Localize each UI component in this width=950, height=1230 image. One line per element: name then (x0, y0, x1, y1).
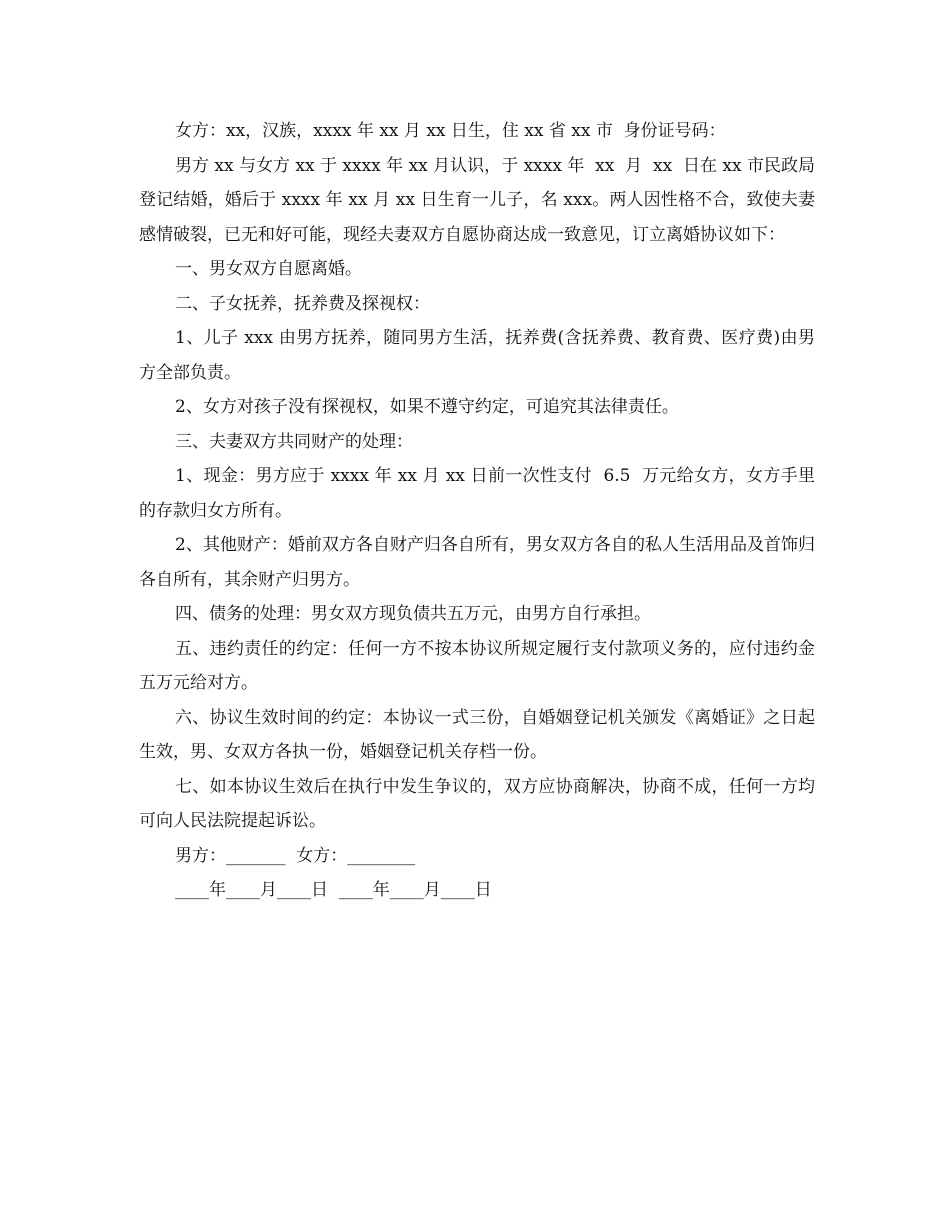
clause-5-breach-liability: 五、违约责任的约定：任何一方不按本协议所规定履行支付款项义务的，应付违约金五万元给对方。 (139, 638, 815, 693)
clause-4-debts: 四、债务的处理：男女双方现负债共五万元，由男方自行承担。 (175, 604, 651, 624)
signature-line: 男方：_______ 女方：________ (175, 845, 416, 866)
paragraph-female-party-info: 女方：xx，汉族，xxxx 年 xx 月 xx 日生，住 xx 省 xx 市 身份证号码： (175, 121, 726, 141)
clause-2-2-visitation: 2、女方对孩子没有探视权，如果不遵守约定，可追究其法律责任。 (175, 397, 679, 417)
clause-7-dispute-resolution: 七、如本协议生效后在执行中发生争议的，双方应协商解决，协商不成，任何一方均可向人民法院提起诉讼。 (139, 776, 815, 831)
clause-2-1-child-support: 1、儿子 xxx 由男方抚养，随同男方生活，抚养费(含抚养费、教育费、医疗费)由男方全部负责。 (139, 328, 815, 383)
clause-3-1-cash: 1、现金：男方应于 xxxx 年 xx 月 xx 日前一次性支付 6.5 万元给女方，女方手里的存款归女方所有。 (139, 466, 815, 521)
document-body (139, 114, 815, 908)
clause-1-divorce-agreement: 一、男女双方自愿离婚。 (175, 259, 362, 279)
date-line: ____年____月____日 ____年____月____日 (175, 880, 492, 900)
clause-3-2-other-property: 2、其他财产：婚前双方各自财产归各自所有，男女双方各自的私人生活用品及首饰归各自所有，其余财产归男方。 (139, 535, 815, 590)
paragraph-marriage-background: 男方 xx 与女方 xx 于 xxxx 年 xx 月认识，于 xxxx 年 xx 月 xx 日在 xx 市民政局登记结婚，婚后于 xxxx 年 xx 月 xx 日生育一儿子，名 xxx。两人因性格不合，致使夫妻感情破裂，已无和好可能，现经夫妻双方自愿协商达成一致意见，订立离婚协议如下： (139, 155, 815, 245)
clause-2-heading-child-custody: 二、子女抚养，抚养费及探视权： (175, 293, 430, 314)
clause-3-heading-property: 三、夫妻双方共同财产的处理： (175, 431, 413, 452)
clause-6-effective-date: 六、协议生效时间的约定：本协议一式三份，自婚姻登记机关颁发《离婚证》之日起生效，男、女双方各执一份，婚姻登记机关存档一份。 (139, 707, 815, 762)
